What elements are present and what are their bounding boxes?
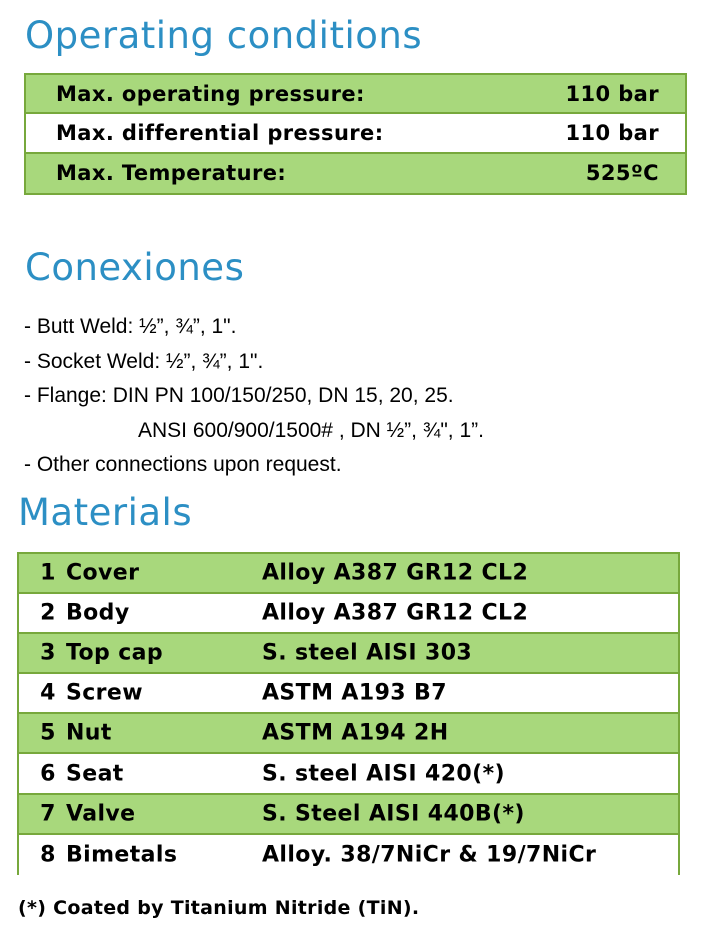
list-item: - Flange: DIN PN 100/150/250, DN 15, 20, 25. [24,384,454,407]
item-number: 5 [40,720,56,746]
table-row [19,754,678,794]
item-number: 1 [40,560,56,586]
part-name: Top cap [66,640,164,666]
material-name: ASTM A194 2H [262,720,449,746]
list-item: ANSI 600/900/1500# , DN ½”, ¾", 1”. [138,418,484,442]
item-number: 4 [40,680,56,706]
table-row [19,835,678,875]
condition-label: Max. differential pressure: [56,120,384,145]
list-item: - Socket Weld: ½”, ¾”, 1". [24,349,264,373]
part-name: Bimetals [66,842,178,868]
material-name: ASTM A193 B7 [262,680,447,706]
item-number: 2 [40,600,56,626]
table-row [26,75,685,114]
material-name: Alloy. 38/7NiCr & 19/7NiCr [262,842,597,868]
condition-value: 110 bar [565,120,659,145]
table-row [19,594,678,634]
material-name: S. Steel AISI 440B(*) [262,801,525,827]
table-row [19,714,678,754]
material-name: Alloy A387 GR12 CL2 [262,600,529,626]
list-item: - Other connections upon request. [24,453,342,476]
part-name: Screw [66,680,143,706]
list-item: - Butt Weld: ½”, ¾”, 1". [24,315,237,338]
table-row [19,634,678,674]
item-number: 7 [40,801,56,827]
part-name: Cover [66,560,140,586]
operating-conditions-table [24,73,687,195]
condition-value: 110 bar [565,81,659,106]
coating-footnote: (*) Coated by Titanium Nitride (TiN). [18,897,420,919]
item-number: 6 [40,761,56,787]
condition-label: Max. Temperature: [56,161,287,186]
conexiones-heading: Conexiones [25,246,245,289]
material-name: S. steel AISI 420(*) [262,761,505,787]
part-name: Valve [66,801,136,827]
material-name: S. steel AISI 303 [262,640,473,666]
table-row [26,114,685,153]
connections-list [24,310,686,483]
materials-table [17,552,680,875]
item-number: 3 [40,640,56,666]
table-row [19,674,678,714]
table-row [19,554,678,594]
part-name: Body [66,600,130,626]
condition-value: 525ºC [585,161,659,186]
table-row [19,795,678,835]
operating-conditions-heading: Operating conditions [25,14,423,57]
materials-heading: Materials [18,491,193,534]
part-name: Seat [66,761,124,787]
material-name: Alloy A387 GR12 CL2 [262,560,529,586]
part-name: Nut [66,720,112,746]
item-number: 8 [40,842,56,868]
table-row [26,154,685,193]
condition-label: Max. operating pressure: [56,81,365,106]
